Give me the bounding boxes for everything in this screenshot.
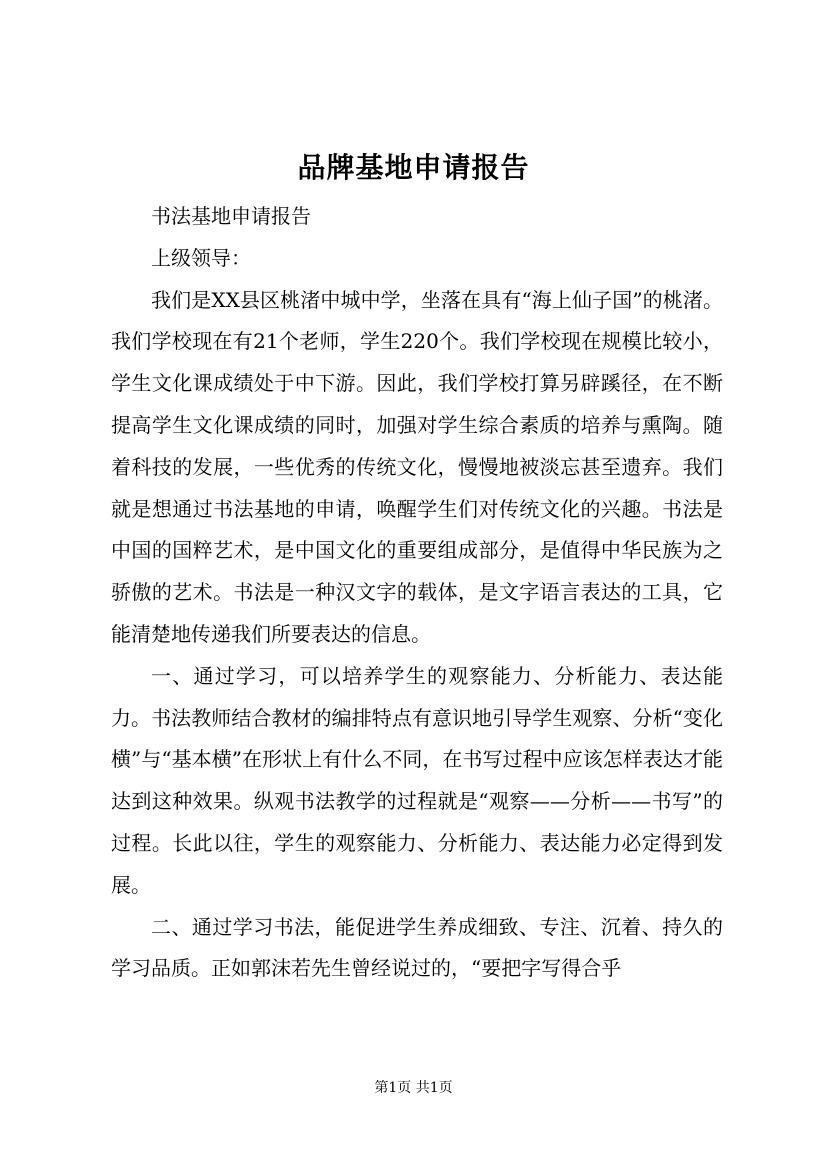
document-body <box>111 196 723 990</box>
paragraph-point-two: 二、通过学习书法，能促进学生养成细致、专注、沉着、持久的学习品质。正如郭沫若先生曾经说过的，“要把字写得合乎 <box>111 914 723 981</box>
paragraph-point-one: 一、通过学习，可以培养学生的观察能力、分析能力、表达能力。书法教师结合教材的编排特点有意识地引导学生观察、分析“变化横”与“基本横”在形状上有什么不同，在书写过程中应该怎样表达才能达到这种效果。纵观书法教学的过程就是“观察——分析——书写”的过程。长此以往，学生的观察能力、分析能力、表达能力必定得到发展。 <box>111 663 723 897</box>
subtitle-line: 书法基地申请报告 <box>151 204 311 228</box>
paragraph-intro: 我们是XX县区桃渚中城中学，坐落在具有“海上仙子国”的桃渚。我们学校现在有21个老师，学生220个。我们学校现在规模比较小，学生文化课成绩处于中下游。因此，我们学校打算另辟蹊径，在不断提高学生文化课成绩的同时，加强对学生综合素质的培养与熏陶。随着科技的发展，一些优秀的传统文化，慢慢地被淡忘甚至遗弃。我们就是想通过书法基地的申请，唤醒学生们对传统文化的兴趣。书法是中国的国粹艺术，是中国文化的重要组成部分，是值得中华民族为之骄傲的艺术。书法是一种汉文字的载体，是文字语言表达的工具，它能清楚地传递我们所要表达的信息。 <box>111 287 723 646</box>
page-footer: 第1页 共1页 <box>374 1080 453 1096</box>
salutation-line: 上级领导： <box>151 245 251 270</box>
document-title: 品牌基地申请报告 <box>297 151 530 184</box>
